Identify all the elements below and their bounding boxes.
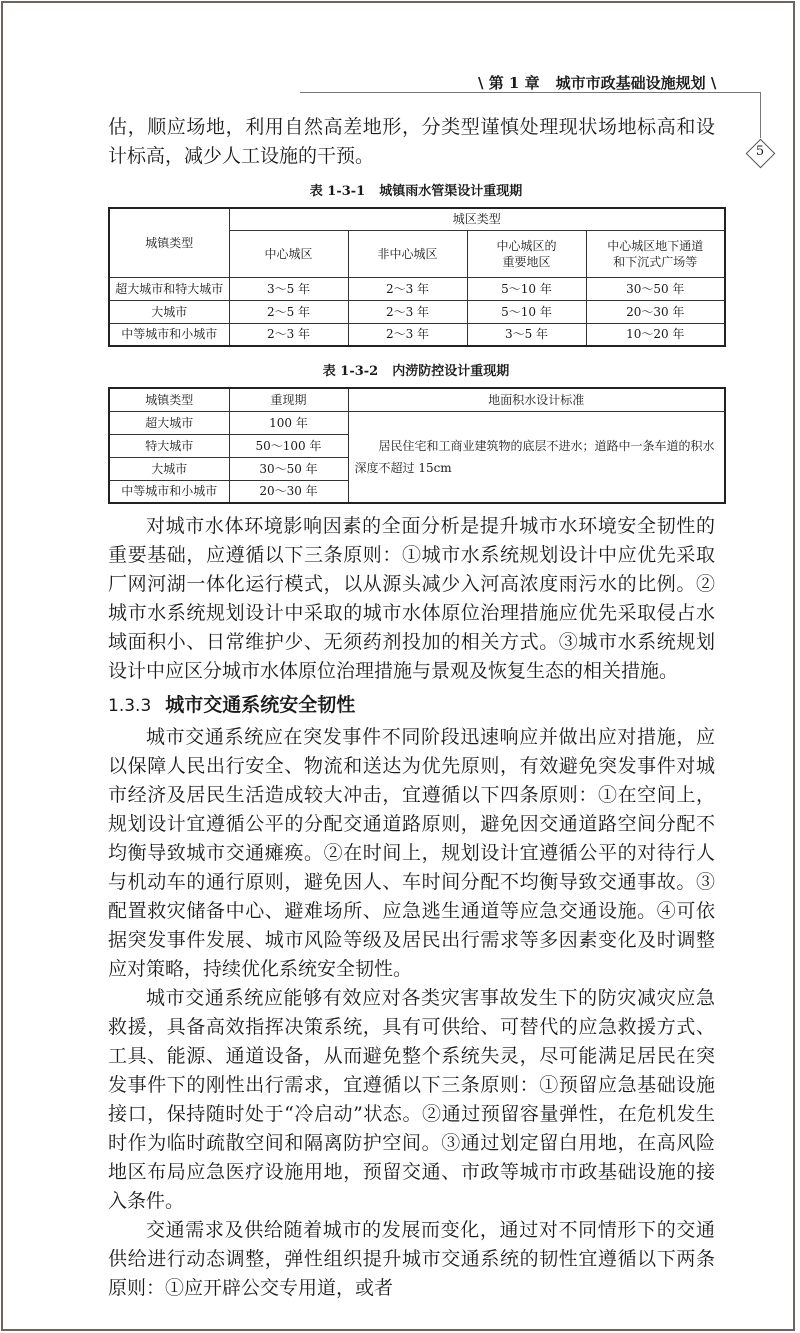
chapter-number: 第 1 章 [488, 74, 540, 92]
table-row: 超大城市 100 年 居民住宅和工商业建筑物的底层不进水；道路中一条车道的积水深度不超过 15cm [109, 411, 725, 434]
table1-caption: 表 1-3-1 城镇雨水管渠设计重现期 [309, 184, 523, 199]
table-row: 中等城市和小城市 20～30 年 [109, 480, 725, 503]
page-number-badge [746, 139, 774, 167]
intro-paragraph: 估，顺应场地，利用自然高差地形，分类型谨慎处理现状场地标高和设计标高，减少人工设施的干预。 [108, 116, 715, 167]
col-header: 城镇类型 [109, 388, 229, 411]
paragraph-traffic-2: 城市交通系统应能够有效应对各类灾害事故发生下的防灾减灾应急救援，具备高效指挥决策系统，具有可供给、可替代的应急救援方式、工具、能源、通道设备，从而避免整个系统失灵，尽可能满足居民在突发事件下的刚性出行需求，宜遵循以下三条原则：①预留应急基础设施接口，保持随时处于“冷启动”状态。②通过预留容量弹性，在危机发生时作为临时疏散空间和隔离防护空间。③通过划定留白用地，在高风险地区布局应急医疗设施用地，预留交通、市政等城市市政基础设施的接入条件。 [108, 987, 715, 1212]
page-number: 5 [755, 144, 765, 159]
paragraph-water: 对城市水体环境影响因素的全面分析是提升城市水环境安全韧性的重要基础，应遵循以下三条原则：①城市水系统规划设计中应优先采取厂网河湖一体化运行模式，以从源头减少入河高浓度雨污水的比例。②城市水系统规划设计中采取的城市水体原位治理措施应优先采取侵占水域面积小、日常维护少、无须药剂投加的相关方式。③城市水系统规划设计中应区分城市水体原位治理措施与景观及恢复生态的相关措施。 [108, 515, 715, 682]
table2-caption: 表 1-3-2 内涝防控设计重现期 [322, 364, 510, 379]
chapter-title: 城市市政基础设施规划 [555, 74, 706, 92]
table-row: 中等城市和小城市 2～3 年 2～3 年 3～5 年 10～20 年 [109, 323, 725, 346]
col-header: 城镇类型 [109, 208, 229, 277]
section-heading: 1.3.3 城市交通系统安全韧性 [108, 694, 356, 716]
table-row: 大城市 2～5 年 2～3 年 5～10 年 20～30 年 [109, 300, 725, 323]
col-header: 地面积水设计标准 [348, 388, 725, 411]
col-header: 非中心城区 [348, 230, 467, 277]
page-body [108, 0, 724, 1333]
col-header: 中心城区 [229, 230, 348, 277]
paragraph-traffic-1: 城市交通系统应在突发事件不同阶段迅速响应并做出应对措施，应以保障人民出行安全、物流和送达为优先原则，有效避免突发事件对城市经济及居民生活造成较大冲击，宜遵循以下四条原则：①在空间上，规划设计宜遵循公平的分配交通道路原则，避免因交通道路空间分配不均衡导致城市交通瘫痪。②在时间上，规划设计宜遵循公平的对待行人与机动车的通行原则，避免因人、车时间分配不均衡导致交通事故。③配置救灾储备中心、避难场所、应急逃生通道等应急交通设施。④可依据突发事件发展、城市风险等级及居民出行需求等多因素变化及时调整应对策略，持续优化系统安全韧性。 [108, 726, 715, 980]
running-header: \ 第 1 章 城市市政基础设施规划 \ [478, 74, 717, 92]
standard-cell: 居民住宅和工商业建筑物的底层不进水；道路中一条车道的积水深度不超过 15cm [348, 411, 725, 503]
table-row: 特大城市 50～100 年 [109, 434, 725, 457]
col-header: 重现期 [229, 388, 348, 411]
group-header: 城区类型 [229, 208, 725, 230]
paragraph-traffic-3: 交通需求及供给随着城市的发展而变化，通过对不同情形下的交通供给进行动态调整，弹性组织提升城市交通系统的韧性宜遵循以下两条原则：①应开辟公交专用道，或者 [108, 1219, 715, 1299]
table-waterlogging-return-period [108, 387, 726, 504]
header-connector [760, 92, 761, 138]
table-row: 大城市 30～50 年 [109, 457, 725, 480]
table-rainwater-return-period [108, 207, 726, 347]
col-header: 中心城区的 重要地区 [467, 230, 586, 277]
col-header: 中心城区地下通道 和下沉式广场等 [586, 230, 725, 277]
table-row: 超大城市和特大城市 3～5 年 2～3 年 5～10 年 30～50 年 [109, 277, 725, 300]
